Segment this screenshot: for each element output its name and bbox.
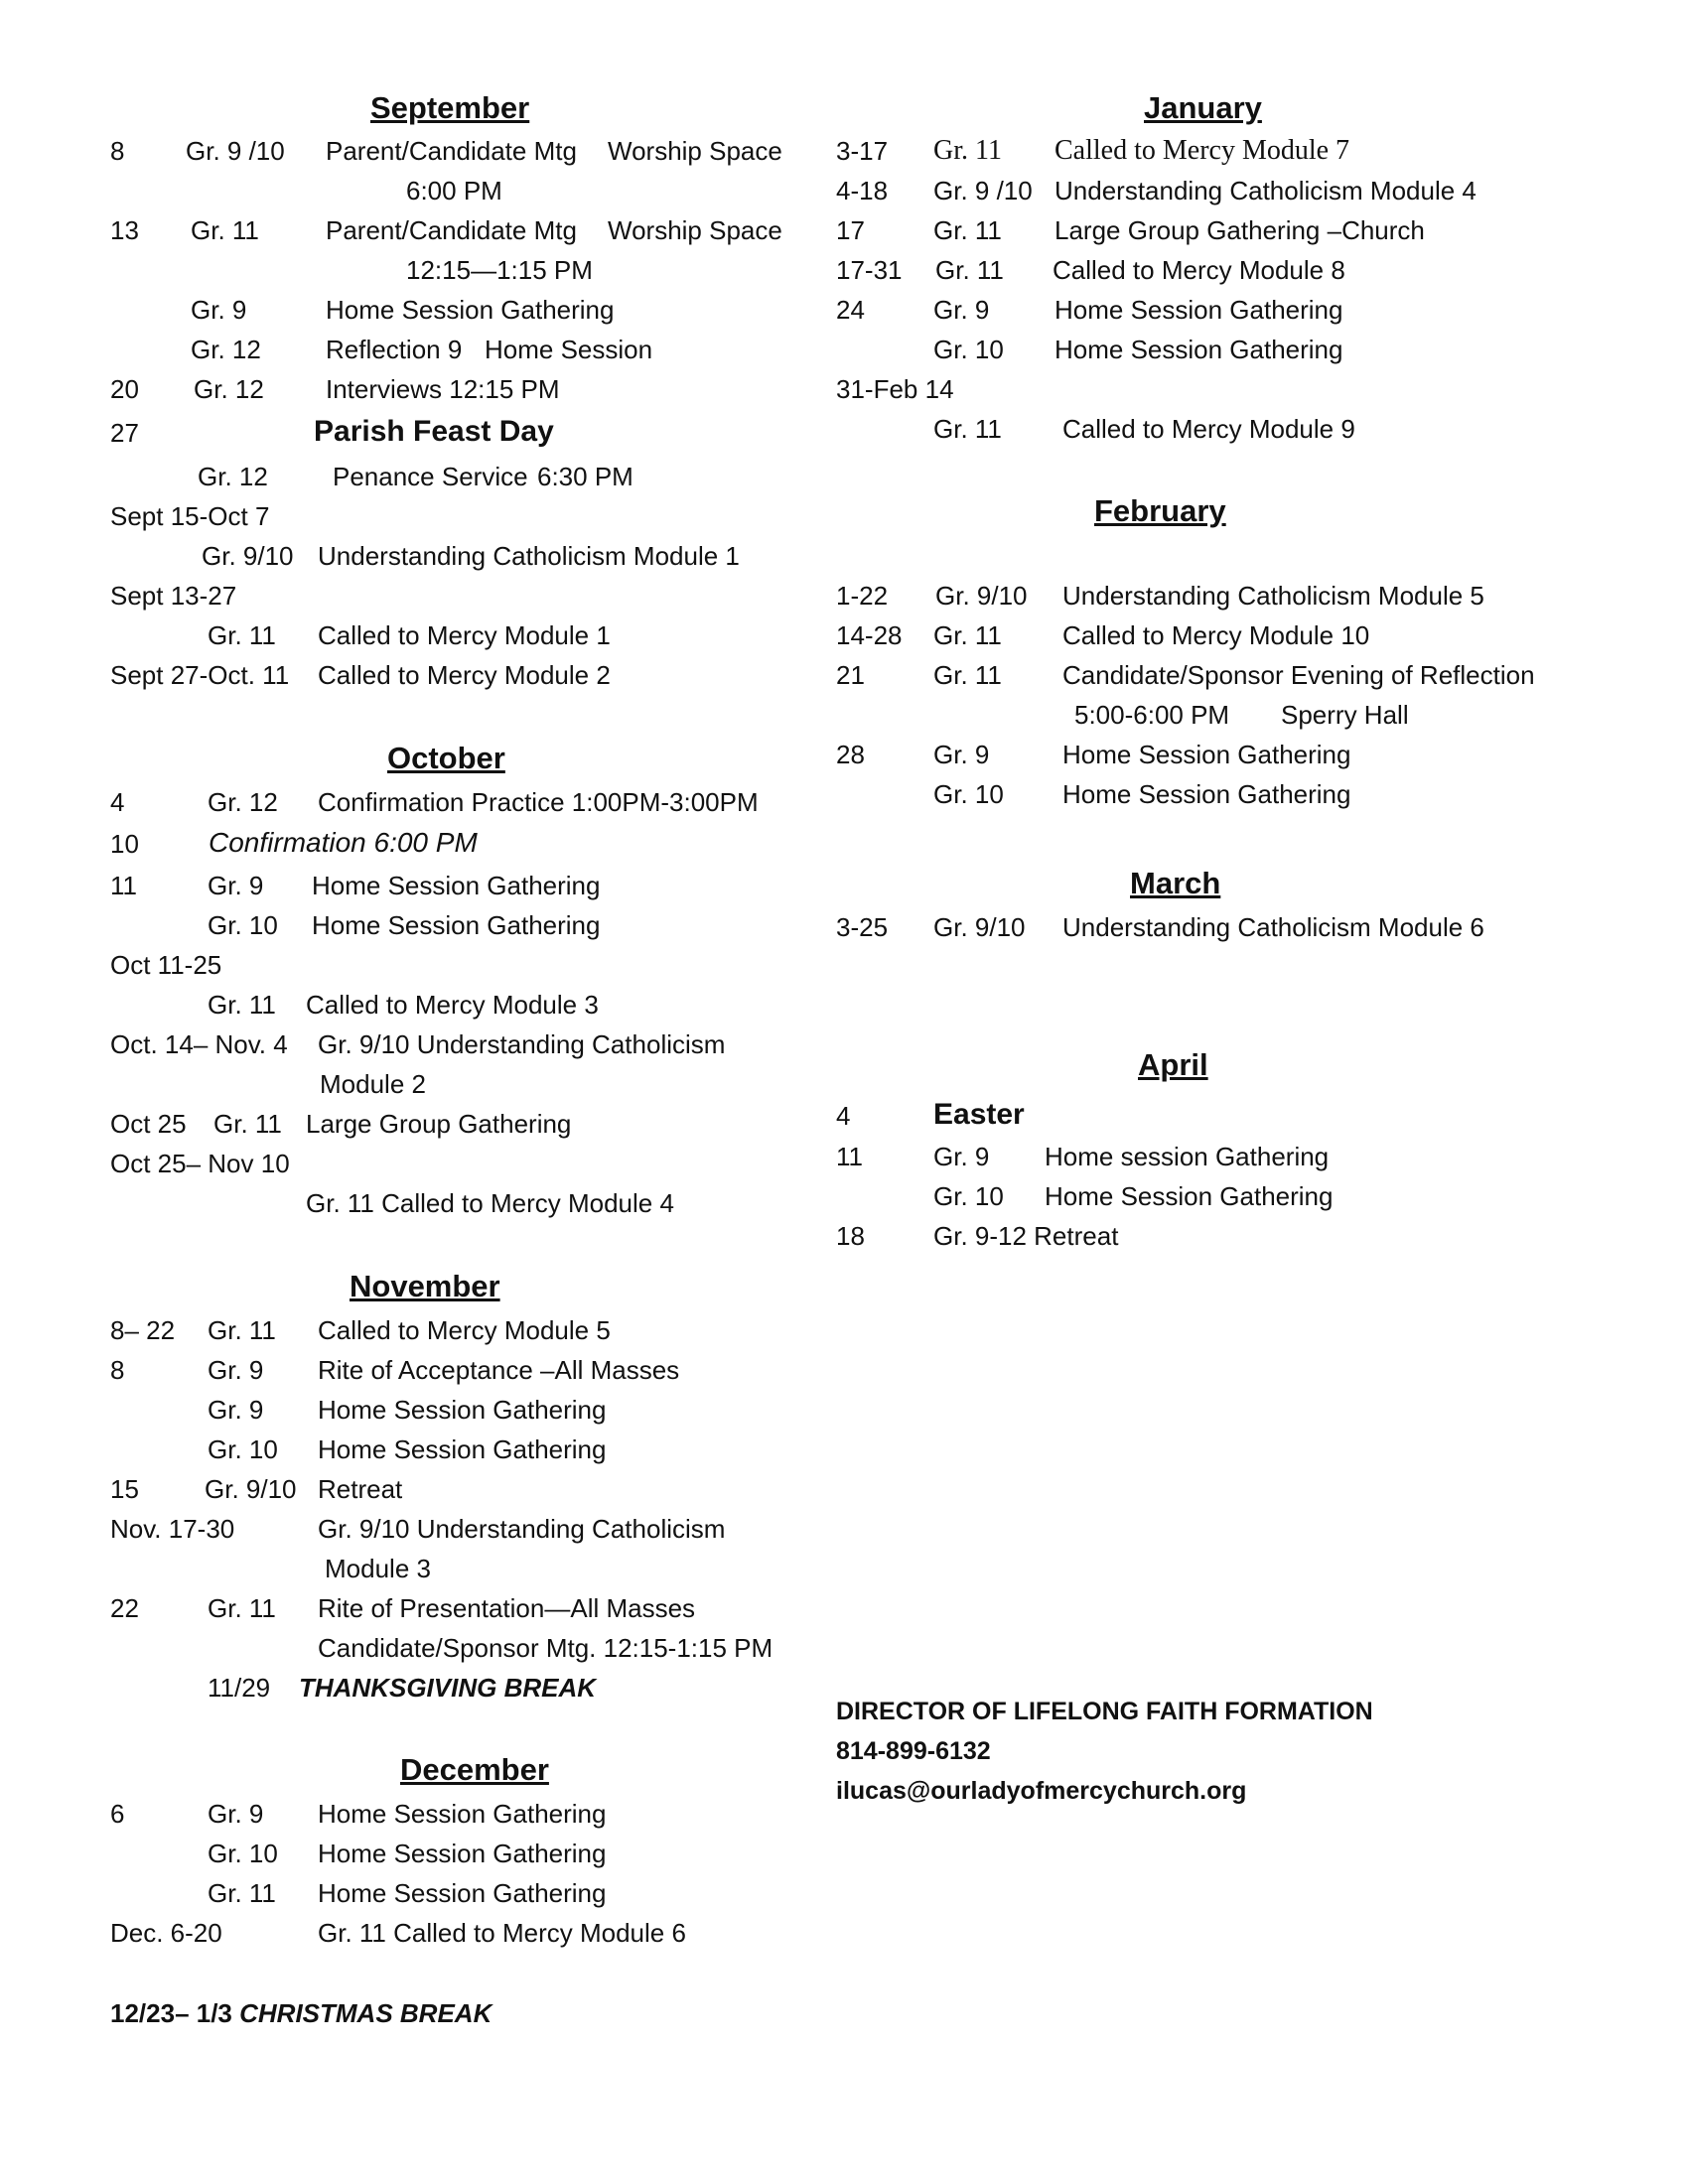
jan-date: 3-17 (836, 136, 889, 166)
feb-event: Home Session Gathering (1062, 779, 1351, 809)
apr-event: Home session Gathering (1045, 1142, 1330, 1171)
feb-event: Home Session Gathering (1062, 740, 1351, 769)
dec-grade: Gr. 10 (208, 1839, 278, 1868)
oct-event: Home Session Gathering (312, 910, 601, 940)
sep-grade: Gr. 11 (191, 215, 259, 245)
jan-grade: Gr. 9 /10 (933, 176, 1033, 205)
thanksgiving-break: THANKSGIVING BREAK (299, 1673, 597, 1703)
nov-event: Retreat (318, 1474, 403, 1504)
feb-event: Called to Mercy Module 10 (1062, 620, 1370, 650)
oct-date: Oct 25– Nov 10 (110, 1149, 290, 1178)
september-heading: September (370, 90, 530, 125)
nov-date: 8– 22 (110, 1315, 176, 1345)
sep-grade: Gr. 12 (191, 335, 261, 364)
sep-time: 12:15—1:15 PM (406, 255, 593, 285)
dec-event: Home Session Gathering (318, 1878, 607, 1908)
oct-event: Gr. 9/10 Understanding Catholicism (318, 1029, 726, 1059)
dec-date: Dec. 6-20 (110, 1918, 222, 1948)
jan-event: Called to Mercy Module 8 (1053, 255, 1345, 285)
sep-date: 8 (110, 136, 125, 166)
nov-grade: Gr. 10 (208, 1434, 278, 1464)
dec-grade: Gr. 9 (208, 1799, 264, 1829)
nov-event: Candidate/Sponsor Mtg. 12:15-1:15 PM (318, 1633, 774, 1663)
oct-grade: Gr. 11 (213, 1109, 282, 1139)
oct-grade: Gr. 10 (208, 910, 278, 940)
feb-date: 1-22 (836, 581, 889, 611)
feb-date: 21 (836, 660, 865, 690)
jan-grade: Gr. 11 (933, 215, 1002, 245)
dec-event: Gr. 11 Called to Mercy Module 6 (318, 1918, 686, 1948)
director-phone: 814-899-6132 (836, 1737, 991, 1765)
april-heading: April (1138, 1047, 1208, 1082)
oct-date: 10 (110, 829, 139, 859)
feb-place: Sperry Hall (1281, 700, 1409, 730)
nov-date: 8 (110, 1355, 125, 1385)
feb-grade: Gr. 11 (933, 620, 1002, 650)
oct-date: 4 (110, 787, 125, 817)
sep-grade: Gr. 12 (198, 462, 268, 491)
february-heading: February (1094, 493, 1226, 528)
sep-event: Understanding Catholicism Module 1 (318, 541, 740, 571)
mar-date: 3-25 (836, 912, 889, 942)
jan-date: 24 (836, 295, 865, 325)
feb-event: Understanding Catholicism Module 5 (1062, 581, 1484, 611)
sep-date: 20 (110, 374, 139, 404)
sep-time: 6:00 PM (406, 176, 502, 205)
jan-grade: Gr. 9 (933, 295, 990, 325)
apr-grade: Gr. 9 (933, 1142, 990, 1171)
feb-date: 28 (836, 740, 865, 769)
october-heading: October (387, 741, 505, 775)
sep-event: Reflection 9 (326, 335, 463, 364)
feb-grade: Gr. 9 (933, 740, 990, 769)
oct-event: Home Session Gathering (312, 871, 601, 900)
oct-date: Oct 25 (110, 1109, 187, 1139)
jan-event: Home Session Gathering (1055, 335, 1343, 364)
sep-grade: Gr. 9 (191, 295, 247, 325)
dec-grade: Gr. 11 (208, 1878, 276, 1908)
jan-date: 17-31 (836, 255, 903, 285)
director-email[interactable]: ilucas@ourladyofmercychurch.org (836, 1777, 1247, 1805)
jan-date: 31-Feb 14 (836, 374, 954, 404)
sep-place: Home Session (485, 335, 653, 364)
apr-date: 11 (836, 1142, 863, 1171)
oct-grade: Gr. 9 (208, 871, 264, 900)
nov-event: Module 3 (325, 1554, 431, 1583)
sep-event: Parent/Candidate Mtg (326, 215, 577, 245)
nov-date: 11/29 (208, 1673, 271, 1703)
oct-grade: Gr. 12 (208, 787, 278, 817)
jan-grade: Gr. 10 (933, 335, 1004, 364)
oct-date: Oct. 14– Nov. 4 (110, 1029, 288, 1059)
march-heading: March (1130, 866, 1221, 900)
jan-event: Home Session Gathering (1055, 295, 1343, 325)
feb-grade: Gr. 10 (933, 779, 1004, 809)
christmas-break-label: CHRISTMAS BREAK (239, 1998, 492, 2028)
oct-grade: Gr. 11 (208, 990, 276, 1020)
jan-date: 4-18 (836, 176, 889, 205)
nov-event: Rite of Acceptance –All Masses (318, 1355, 680, 1385)
sep-grade: Gr. 11 (208, 620, 276, 650)
nov-grade: Gr. 9 (208, 1355, 264, 1385)
nov-date: 15 (110, 1474, 139, 1504)
christmas-break-dates: 12/23– 1/3 (110, 1998, 232, 2028)
parish-feast-day: Parish Feast Day (314, 415, 554, 448)
sep-date: 27 (110, 418, 139, 448)
mar-grade: Gr. 9/10 (933, 912, 1026, 942)
sep-place: Worship Space (608, 136, 782, 166)
easter-event: Easter (933, 1098, 1025, 1131)
director-title: DIRECTOR OF LIFELONG FAITH FORMATION (836, 1698, 1373, 1725)
sep-event: Called to Mercy Module 1 (318, 620, 611, 650)
jan-date: 17 (836, 215, 865, 245)
nov-event: Rite of Presentation—All Masses (318, 1593, 696, 1623)
jan-grade: Gr. 11 (933, 414, 1002, 444)
oct-event: Gr. 11 Called to Mercy Module 4 (306, 1188, 674, 1218)
confirmation-event: Confirmation 6:00 PM (209, 827, 478, 858)
january-heading: January (1144, 90, 1262, 125)
sep-place: Worship Space (608, 215, 782, 245)
sep-event: Penance Service (333, 462, 528, 491)
sep-date: Sept 27-Oct. 11 (110, 660, 290, 690)
nov-date: 22 (110, 1593, 139, 1623)
sep-date: Sept 15-Oct 7 (110, 501, 270, 531)
jan-grade: Gr. 11 (935, 255, 1004, 285)
sep-grade: Gr. 9 /10 (186, 136, 285, 166)
oct-event: Called to Mercy Module 3 (306, 990, 599, 1020)
feb-date: 14-28 (836, 620, 903, 650)
jan-event: Understanding Catholicism Module 4 (1055, 176, 1477, 205)
december-heading: December (400, 1752, 549, 1787)
apr-grade: Gr. 10 (933, 1181, 1004, 1211)
sep-event: Parent/Candidate Mtg (326, 136, 577, 166)
nov-event: Home Session Gathering (318, 1434, 607, 1464)
apr-event: Home Session Gathering (1045, 1181, 1334, 1211)
feb-event: Candidate/Sponsor Evening of Reflection (1062, 660, 1535, 690)
nov-grade: Gr. 9/10 (205, 1474, 297, 1504)
oct-date: 11 (110, 871, 137, 900)
feb-grade: Gr. 9/10 (935, 581, 1028, 611)
november-heading: November (350, 1269, 500, 1303)
sep-grade: Gr. 12 (194, 374, 264, 404)
sep-event: Called to Mercy Module 2 (318, 660, 611, 690)
nov-grade: Gr. 9 (208, 1395, 264, 1425)
nov-event: Called to Mercy Module 5 (318, 1315, 611, 1345)
apr-date: 4 (836, 1101, 851, 1131)
mar-event: Understanding Catholicism Module 6 (1062, 912, 1484, 942)
nov-date: Nov. 17-30 (110, 1514, 235, 1544)
nov-grade: Gr. 11 (208, 1315, 276, 1345)
oct-event: Large Group Gathering (306, 1109, 572, 1139)
sep-grade: Gr. 9/10 (202, 541, 294, 571)
oct-date: Oct 11-25 (110, 950, 222, 980)
nov-event: Gr. 9/10 Understanding Catholicism (318, 1514, 726, 1544)
dec-date: 6 (110, 1799, 125, 1829)
sep-event: Home Session Gathering (326, 295, 615, 325)
sep-time: 6:30 PM (537, 462, 633, 491)
sep-date: Sept 13-27 (110, 581, 237, 611)
jan-event: Large Group Gathering –Church (1055, 215, 1425, 245)
jan-grade: Gr. 11 (933, 135, 1002, 166)
jan-event: Called to Mercy Module 9 (1062, 414, 1355, 444)
sep-date: 13 (110, 215, 139, 245)
dec-event: Home Session Gathering (318, 1839, 607, 1868)
nov-grade: Gr. 11 (208, 1593, 276, 1623)
jan-event: Called to Mercy Module 7 (1055, 135, 1350, 166)
feb-time: 5:00-6:00 PM (1074, 700, 1230, 730)
nov-event: Home Session Gathering (318, 1395, 607, 1425)
apr-date: 18 (836, 1221, 865, 1251)
apr-event: Gr. 9-12 Retreat (933, 1221, 1119, 1251)
sep-event: Interviews 12:15 PM (326, 374, 560, 404)
feb-grade: Gr. 11 (933, 660, 1002, 690)
oct-event: Confirmation Practice 1:00PM-3:00PM (318, 787, 759, 817)
christmas-break-line (110, 2000, 492, 2026)
dec-event: Home Session Gathering (318, 1799, 607, 1829)
oct-event: Module 2 (320, 1069, 426, 1099)
